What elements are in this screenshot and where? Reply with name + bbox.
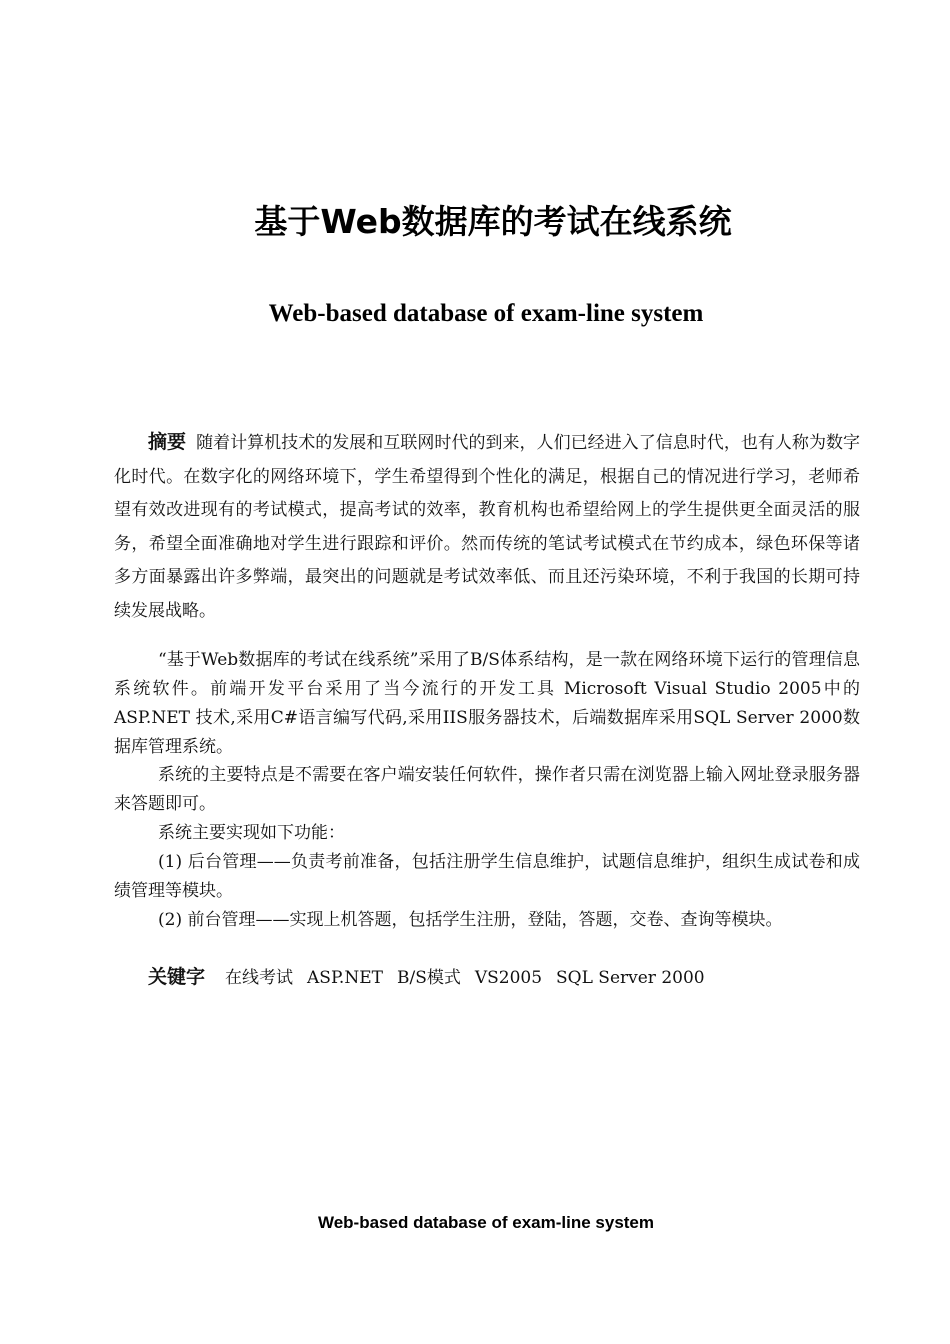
keywords-label: 关键字 — [148, 966, 206, 988]
keyword-item: ASP.NET — [307, 968, 383, 988]
abstract-label: 摘要 — [148, 431, 187, 453]
function-item-backend: (1) 后台管理——负责考前准备，包括注册学生信息维护，试题信息维护，组织生成试卷和成绩管理等模块。 — [114, 852, 860, 901]
english-title: Web-based database of exam-line system — [268, 300, 704, 327]
functions-intro: 系统主要实现如下功能： — [158, 823, 345, 843]
footer-english-title: Web-based database of exam-line system — [317, 1213, 655, 1232]
keywords-line — [148, 962, 719, 989]
keyword-item: VS2005 — [474, 968, 543, 988]
features-paragraph: 系统的主要特点是不需要在客户端安装任何软件，操作者只需在浏览器上输入网址登录服务器来答题即可。 — [114, 765, 860, 814]
keyword-item: 在线考试 — [225, 968, 294, 988]
abstract-paragraph — [114, 426, 860, 628]
chinese-title: 基于Web数据库的考试在线系统 — [254, 202, 732, 241]
keyword-item: B/S模式 — [396, 968, 461, 988]
keyword-item: SQL Server 2000 — [556, 968, 705, 988]
abstract-text: 随着计算机技术的发展和互联网时代的到来，人们已经进入了信息时代，也有人称为数字化时代。在数字化的网络环境下，学生希望得到个性化的满足，根据自己的情况进行学习，老师希望有效改进现有的考试模式，提高考试的效率，教育机构也希望给网上的学生提供更全面灵活的服务，希望全面准确地对学生进行跟踪和评价。然而传统的笔试考试模式在节约成本，绿色环保等诸多方面暴露出许多弊端，最突出的问题就是考试效率低、而且还污染环境，不利于我国的长期可持续发展战略。 — [114, 433, 860, 621]
architecture-paragraph: “基于Web数据库的考试在线系统”采用了B/S体系结构，是一款在网络环境下运行的管理信息系统软件。前端开发平台采用了当今流行的开发工具 Microsoft Visual Studio 2005中的ASP.NET 技术,采用C#语言编写代码,采用IIS服务器技术，后端数据库采用SQL Server 2000数据库管理系统。 — [114, 650, 860, 757]
function-item-frontend: (2) 前台管理——实现上机答题，包括学生注册，登陆，答题，交卷、查询等模块。 — [158, 910, 783, 930]
